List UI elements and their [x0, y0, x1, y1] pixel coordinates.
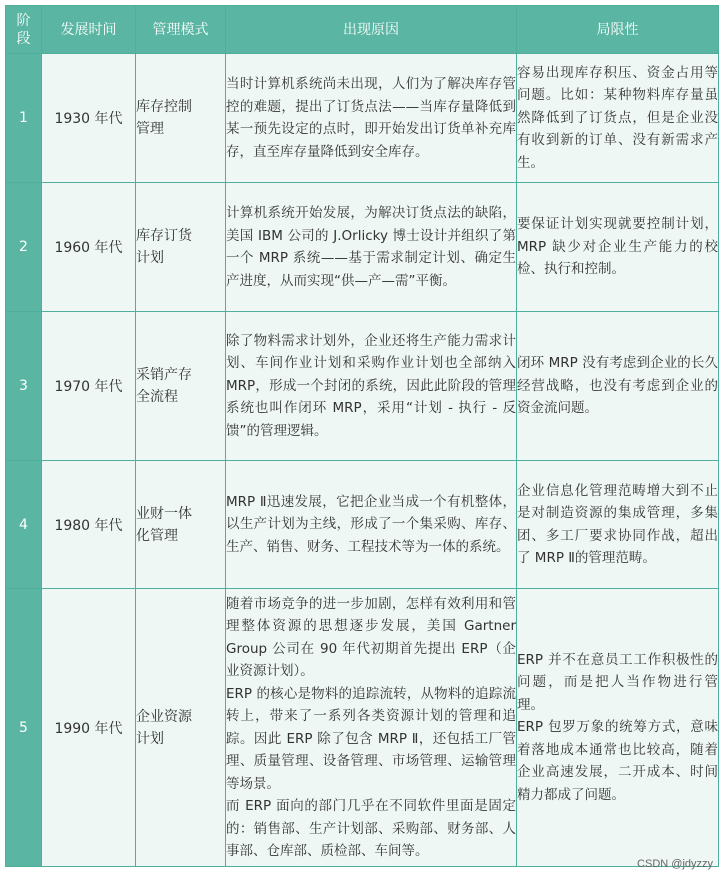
row-mode	[136, 461, 226, 589]
header-mode: 管理模式	[136, 6, 226, 54]
header-limit: 局限性	[517, 6, 719, 54]
row-mode	[136, 312, 226, 461]
reason-paragraph: 而 ERP 面向的部门几乎在不同软件里面是固定的：销售部、生产计划部、采购部、财务部、人事部、仓库部、质检部、车间等。	[226, 798, 516, 859]
row-limit	[517, 589, 719, 867]
row-period: 1990 年代	[42, 589, 136, 867]
table-row	[6, 312, 719, 461]
header-period: 发展时间	[42, 6, 136, 54]
reason-paragraph: 随着市场竞争的进一步加剧，怎样有效利用和管理整体资源的思想逐步发展，美国 Gartner Group 公司在 90 年代初期首先提出 ERP（企业资源计划）。	[226, 595, 516, 679]
table-row	[6, 461, 719, 589]
row-limit	[517, 461, 719, 589]
row-mode-text: 业财一体化管理	[136, 505, 192, 544]
limit-paragraph: 企业信息化管理范畴增大到不止是对制造资源的集成管理，多集团、多工厂要求协同作战，超出了 MRP Ⅱ的管理范畴。	[517, 482, 718, 566]
row-index: 2	[6, 183, 42, 312]
reason-paragraph: ERP 的核心是物料的追踪流转，从物料的追踪流转上，带来了一系列各类资源计划的管理和追踪。因此 ERP 除了包含 MRP Ⅱ，还包括工厂管理、质量管理、设备管理、市场管理、运输管理等场景。	[226, 685, 516, 792]
row-period: 1930 年代	[42, 54, 136, 183]
table-row	[6, 589, 719, 867]
row-limit	[517, 312, 719, 461]
reason-paragraph: 计算机系统开始发展，为解决订货点法的缺陷，美国 IBM 公司的 J.Orlicky 博士设计并组织了第一个 MRP 系统——基于需求制定计划、确定生产进度，从而实现“供—产—需”平衡。	[226, 205, 516, 289]
row-period: 1960 年代	[42, 183, 136, 312]
row-mode	[136, 54, 226, 183]
row-index: 3	[6, 312, 42, 461]
header-reason: 出现原因	[226, 6, 517, 54]
limit-paragraph: 容易出现库存积压、资金占用等问题。比如：某种物料库存量虽然降低到了订货点，但是企业没有收到新的订单、没有新需求产生。	[517, 64, 718, 171]
row-limit	[517, 183, 719, 312]
row-period: 1980 年代	[42, 461, 136, 589]
erp-history-table	[5, 5, 719, 867]
row-index: 4	[6, 461, 42, 589]
reason-paragraph: 当时计算机系统尚未出现，人们为了解决库存管控的难题，提出了订货点法——当库存量降低到某一预先设定的点时，即开始发出订货单补充库存，直至库存量降低到安全库存。	[226, 76, 516, 160]
row-mode	[136, 589, 226, 867]
watermark: CSDN @jdyzzy	[637, 858, 713, 870]
table-row	[6, 183, 719, 312]
row-reason	[226, 461, 517, 589]
row-mode-text: 采销产存全流程	[136, 367, 192, 405]
row-index: 1	[6, 54, 42, 183]
row-index: 5	[6, 589, 42, 867]
limit-paragraph: 要保证计划实现就要控制计划，MRP 缺少对企业生产能力的校检、执行和控制。	[517, 216, 718, 278]
row-mode-text: 企业资源计划	[136, 708, 192, 747]
row-reason	[226, 589, 517, 867]
row-mode	[136, 183, 226, 312]
limit-paragraph: ERP 并不在意员工工作积极性的问题，而是把人当作物进行管理。	[517, 651, 718, 713]
row-limit	[517, 54, 719, 183]
table-row	[6, 54, 719, 183]
row-reason	[226, 183, 517, 312]
header-index: 阶段	[6, 6, 42, 54]
row-reason	[226, 312, 517, 461]
reason-paragraph: 除了物料需求计划外，企业还将生产能力需求计划、车间作业计划和采购作业计划也全部纳入 MRP，形成一个封闭的系统，因此此阶段的管理系统也叫作闭环 MRP，采用“计划 - 执行 - 反馈”的管理逻辑。	[226, 332, 516, 439]
reason-paragraph: MRP Ⅱ迅速发展，它把企业当成一个有机整体，以生产计划为主线，形成了一个集采购、库存、生产、销售、财务、工程技术等为一体的系统。	[226, 493, 516, 555]
limit-paragraph: 闭环 MRP 没有考虑到企业的长久经营战略，也没有考虑到企业的资金流问题。	[517, 355, 718, 417]
table-header-row	[6, 6, 719, 54]
row-period: 1970 年代	[42, 312, 136, 461]
row-reason	[226, 54, 517, 183]
row-mode-text: 库存订货计划	[136, 228, 192, 266]
row-mode-text: 库存控制管理	[136, 99, 192, 137]
limit-paragraph: ERP 包罗万象的统筹方式，意味着落地成本通常也比较高，随着企业高速发展，二开成本、时间精力都成了问题。	[517, 719, 718, 803]
